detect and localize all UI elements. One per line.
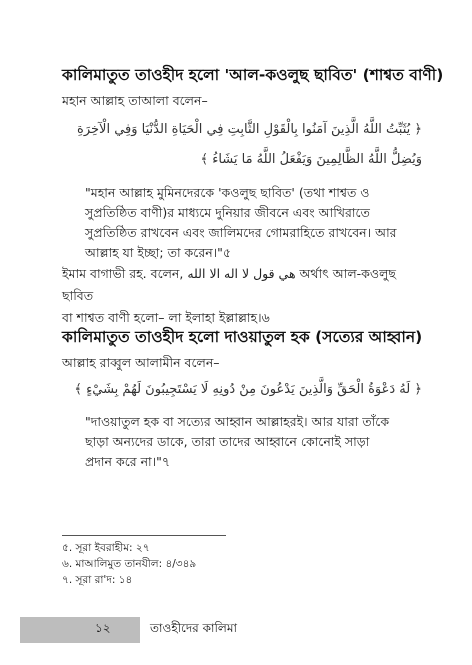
- translation-line: ছাড়া অন্যদের ডাকে, তারা তাদের আহ্বানে কোনোই সাড়া: [85, 434, 370, 449]
- footnote-item: ৫. সূরা ইবরাহীম: ২৭: [62, 542, 150, 554]
- footer-bar: [20, 617, 140, 643]
- footnote-item: ৬. মাআলিমুত তানযীল: ৪/৩৪৯: [62, 558, 197, 570]
- verse-translation-1: [85, 183, 415, 263]
- section-intro-1: মহান আল্লাহ তাআলা বলেন–: [62, 93, 208, 108]
- translation-line: আল্লাহ যা ইচ্ছা; তা করেন।"৫: [85, 245, 231, 260]
- translation-line: সুপ্রতিষ্ঠিত রাখবেন এবং জালিমদের গোমরাহিতে রাখবেন। আর: [85, 225, 397, 240]
- commentary-paragraph: [62, 263, 422, 329]
- quran-verse-line-1: ﴿ يُثَبِّتُ اللَّهُ الَّذِينَ آمَنُوا بِالْقَوْلِ الثَّابِتِ فِي الْحَيَاةِ الدُّنْيَا وَفِي الْآخِرَةِ: [77, 122, 422, 137]
- running-footer-title: তাওহীদের কালিমা: [150, 621, 237, 635]
- translation-line: প্রদান করে না।"৭: [85, 454, 171, 469]
- translation-line: "দাওয়াতুল হক বা সত্যের আহ্বান আল্লাহরই। আর যারা তাঁকে: [85, 414, 390, 429]
- translation-line: "মহান আল্লাহ মুমিনদেরকে 'কওলুছ ছাবিত' (তথা শাশ্বত ও: [85, 185, 370, 200]
- footnotes: [62, 540, 196, 588]
- page-number: ১২: [95, 621, 111, 635]
- section-heading-2: কালিমাতুত তাওহীদ হলো দাওয়াতুল হক (সত্যের আহ্বান): [62, 328, 423, 346]
- footnote-item: ৭. সূরা রা'দ: ১৪: [62, 574, 133, 586]
- translation-line: সুপ্রতিষ্ঠিত বাণী)র মাধ্যমে দুনিয়ার জীবনে এবং আখিরাতে: [85, 205, 370, 220]
- footnote-divider: [62, 535, 226, 536]
- section-heading-1: কালিমাতুত তাওহীদ হলো 'আল-কওলুছ ছাবিত' (শাশ্বত বাণী): [62, 66, 444, 84]
- paragraph-line: বা শাশ্বত বাণী হলো– লা ইলাহা ইল্লাল্লাহ।৬: [62, 310, 270, 325]
- section-intro-2: আল্লাহ রাব্বুল আলামীন বলেন–: [62, 355, 220, 370]
- quran-verse-line-3: ﴿ لَهُ دَعْوَةُ الْحَقِّ وَالَّذِينَ يَدْعُونَ مِنْ دُونِهِ لَا يَسْتَجِيبُونَ لَهُمْ بِشَيْءٍ ﴾: [74, 382, 422, 397]
- verse-translation-2: [85, 412, 415, 472]
- paragraph-line: ইমাম বাগাভী রহ. বলেন, هي قول لا اله الا الله অর্থাৎ আল-কওলুছ ছাবিত: [62, 266, 396, 303]
- quran-verse-line-2: وَيُضِلُّ اللَّهُ الظَّالِمِينَ وَيَفْعَلُ اللَّهُ مَا يَشَاءُ ﴾: [200, 152, 422, 167]
